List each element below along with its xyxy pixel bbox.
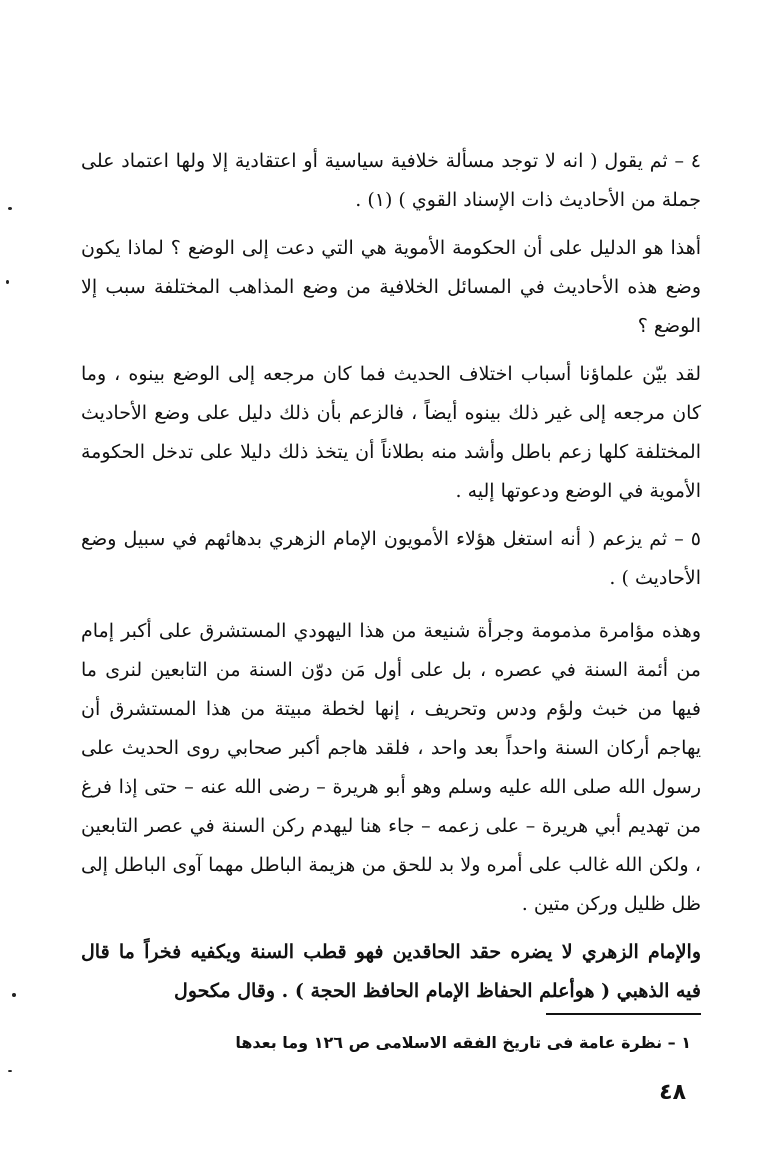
paragraph-point-5: ٥ – ثم يزعم ( أنه استغل هؤلاء الأمويون الإمام الزهري بدهائهم في سبيل وضع الأحاديث ) . <box>81 528 701 589</box>
footnote-divider <box>546 1013 701 1015</box>
paragraph-conspiracy: وهذه مؤامرة مذمومة وجرأة شنيعة من هذا اليهودي المستشرق على أكبر إمام من أئمة السنة في عصره ، بل على أول مَن دوّن السنة من التابعين لنرى ما فيها من خبث ولؤم ودس وتحريف ، إنها لخطة مبيتة من هذا المستشرق أن يهاجم أركان السنة واحداً بعد واحد ، فلقد هاجم أكبر صحابي روى الحديث على رسول الله صلى الله عليه وسلم وهو أبو هريرة – رضى الله عنه – حتى إذا فرغ من تهديم أبي هريرة – على زعمه – جاء هنا ليهدم ركن السنة في عصر التابعين ، ولكن الله غالب على أمره ولا بد للحق من هزيمة الباطل مهما آوى الباطل إلى ظل ظليل وركن متين . <box>81 620 701 915</box>
paragraph-zuhri: والإمام الزهري لا يضره حقد الحاقدين فهو قطب السنة ويكفيه فخراً ما قال فيه الذهبي ( هوأعلم الحفاظ الإمام الحافظ الحجة ) . وقال مكحول <box>81 941 701 1002</box>
page-number: ٤٨ <box>659 1080 686 1105</box>
scan-speck <box>6 280 9 284</box>
paragraph-point-4: ٤ – ثم يقول ( انه لا توجد مسألة خلافية سياسية أو اعتقادية إلا ولها اعتماد على جملة من الأحاديث ذات الإسناد القوي ) (١) . <box>81 150 701 211</box>
scan-speck <box>12 993 16 997</box>
footnote: ١ – نظرة عامة فى تاريخ الفقه الاسلامى ص ١٢٦ وما بعدها <box>235 1033 691 1052</box>
scan-speck <box>8 207 12 210</box>
main-text <box>81 142 701 1011</box>
paragraph-scholars: لقد بيّن علماؤنا أسباب اختلاف الحديث فما كان مرجعه إلى الوضع بينوه ، وما كان مرجعه إلى غير ذلك بينوه أيضاً ، فالزعم بأن ذلك دليل على وضع الأحاديث المختلفة كلها زعم باطل وأشد منه بطلاناً أن يتخذ ذلك دليلا على تدخل الحكومة الأموية في الوضع ودعوتها إليه . <box>81 363 701 502</box>
scan-speck <box>8 1070 12 1072</box>
paragraph-question: أهذا هو الدليل على أن الحكومة الأموية هي التي دعت إلى الوضع ؟ لماذا يكون وضع هذه الأحاديث في المسائل الخلافية من وضع المذاهب المختلفة سبب إلا الوضع ؟ <box>81 237 701 337</box>
